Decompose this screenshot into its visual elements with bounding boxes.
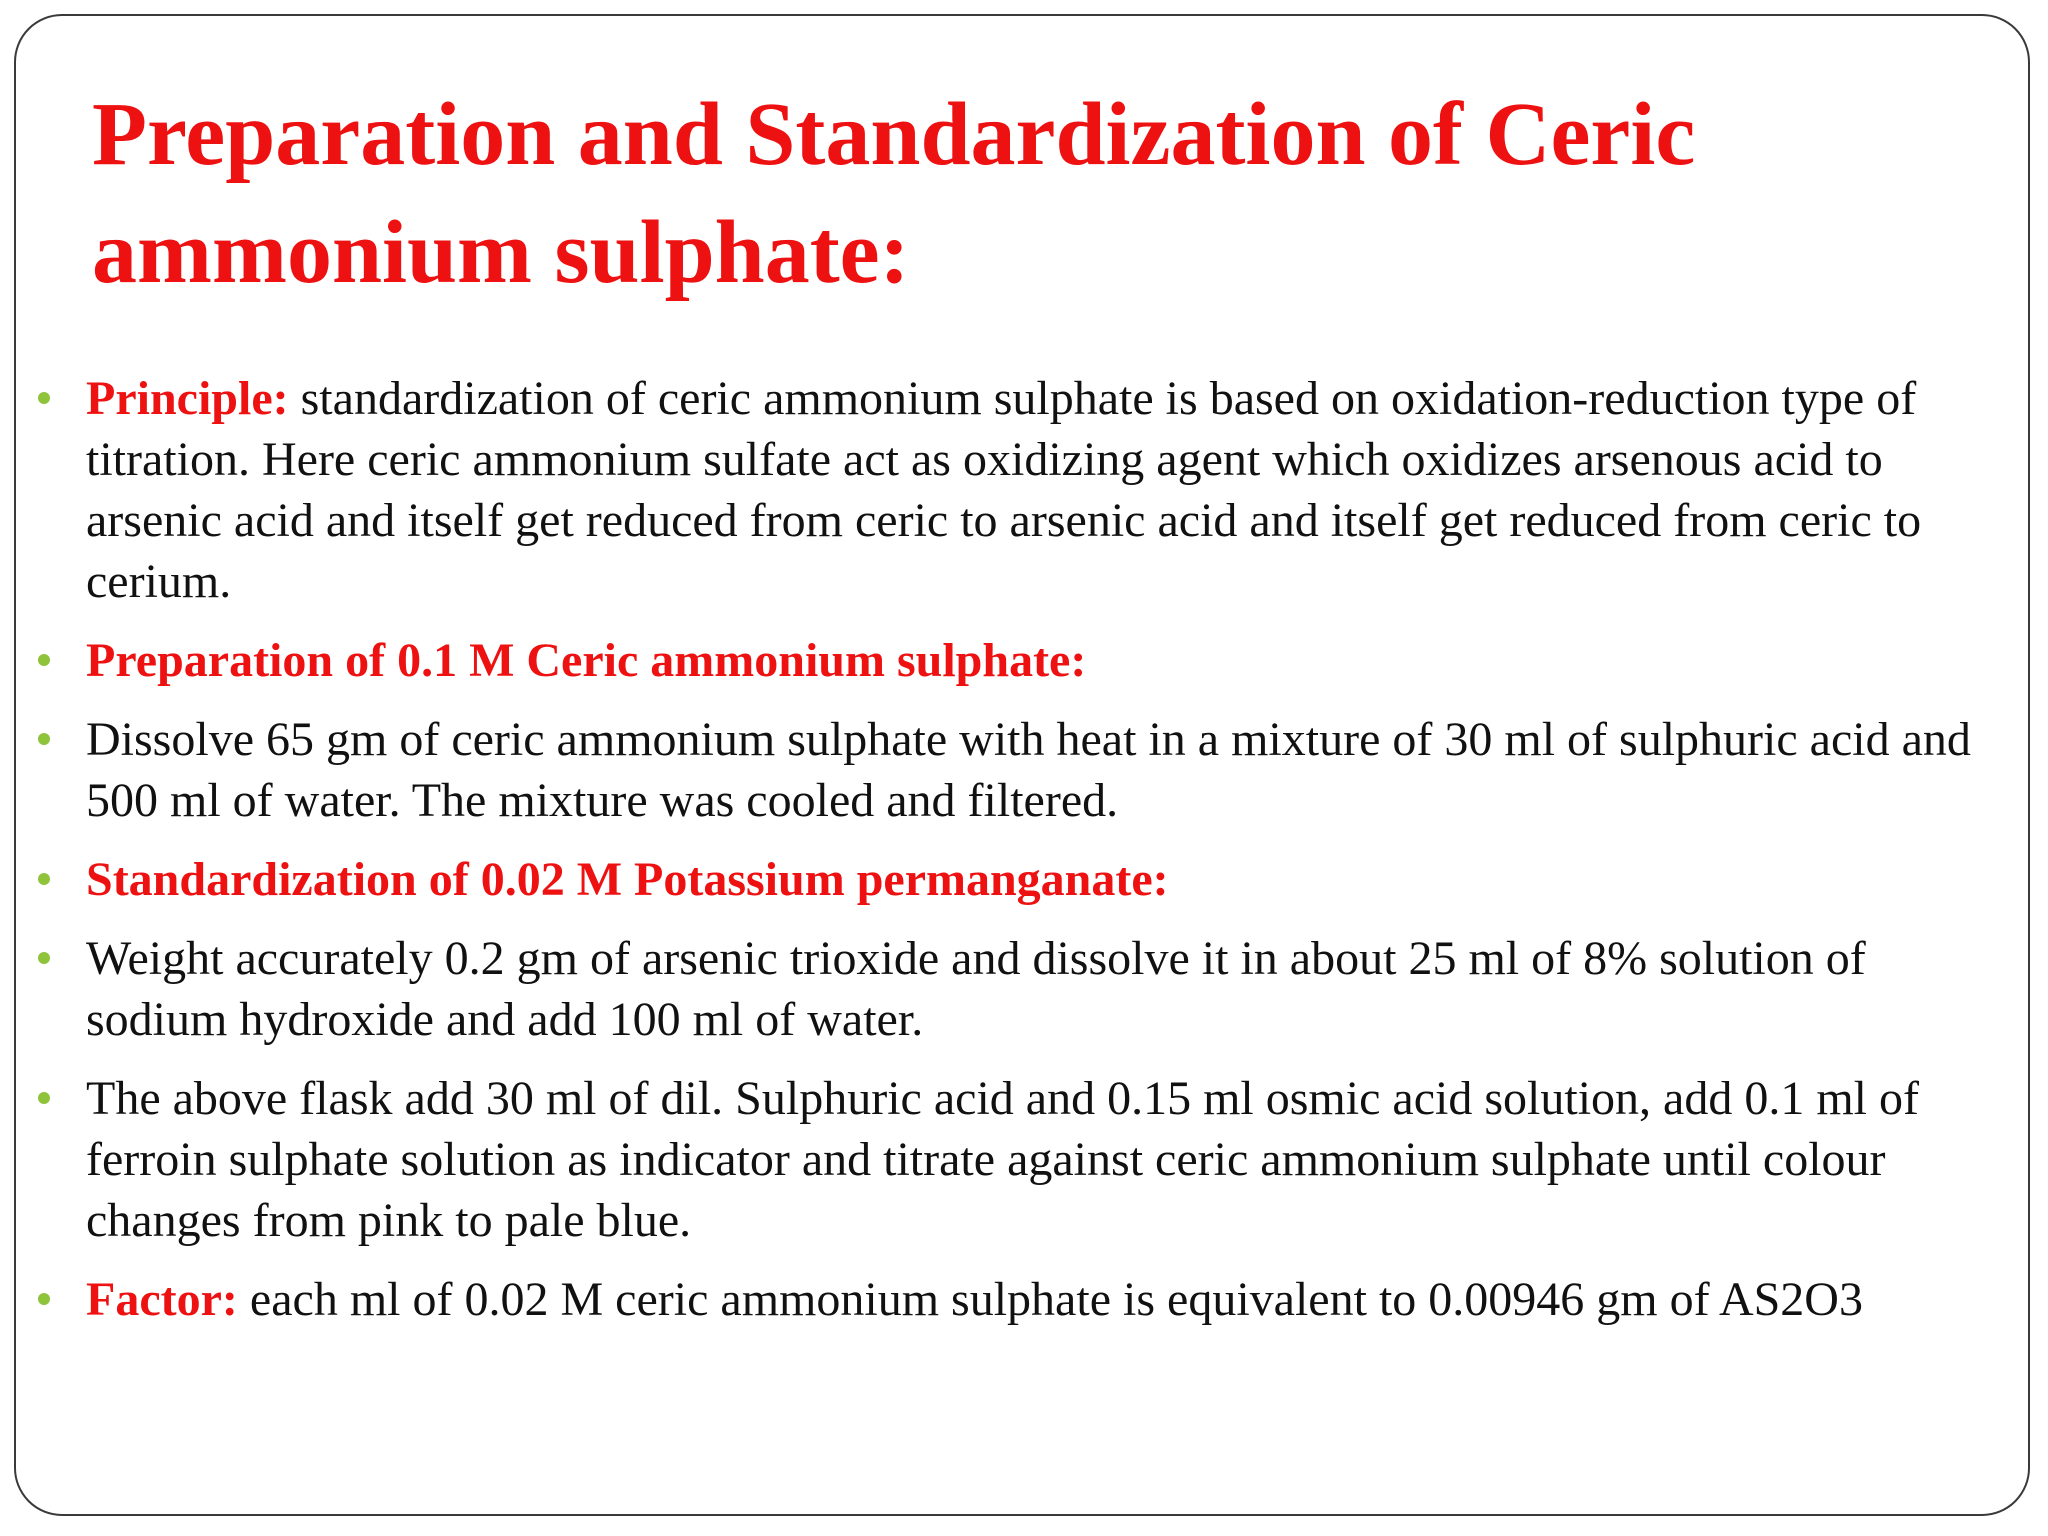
bullet-list [16,368,2006,1348]
bullet-heading: Preparation of 0.1 M Ceric ammonium sulphate: [86,634,1087,687]
bullet-text: each ml of 0.02 M ceric ammonium sulphate is equivalent to 0.00946 gm of AS2O3 [237,1273,1863,1326]
bullet-principle [16,368,2006,612]
bullet-preparation-step [16,709,2006,831]
green-dot-icon [38,1293,50,1305]
green-dot-icon [38,873,50,885]
bullet-text: Dissolve 65 gm of ceric ammonium sulphate with heat in a mixture of 30 ml of sulphuric acid and 500 ml of water. The mixture was cooled and filtered. [86,713,1971,827]
bullet-standardization-step-2 [16,1068,2006,1251]
bullet-preparation-heading [16,630,2006,691]
green-dot-icon [38,1092,50,1104]
slide [14,14,2030,1516]
bullet-factor [16,1269,2006,1330]
bullet-text: The above flask add 30 ml of dil. Sulphuric acid and 0.15 ml osmic acid solution, add 0.1 ml of ferroin sulphate solution as indicator and titrate against ceric ammonium sulphate until colour changes from pink to pale blue. [86,1072,1919,1247]
bullet-heading: Standardization of 0.02 M Potassium permanganate: [86,853,1169,906]
bullet-standardization-heading [16,849,2006,910]
green-dot-icon [38,654,50,666]
bullet-standardization-step-1 [16,928,2006,1050]
bullet-text: Weight accurately 0.2 gm of arsenic trioxide and dissolve it in about 25 ml of 8% solution of sodium hydroxide and add 100 ml of water. [86,932,1866,1046]
bullet-text: standardization of ceric ammonium sulphate is based on oxidation-reduction type of titration. Here ceric ammonium sulfate act as oxidizing agent which oxidizes arsenous acid to arsenic acid and itself get reduced from ceric to arsenic acid and itself get reduced from ceric to cerium. [86,372,1922,608]
green-dot-icon [38,733,50,745]
bullet-lead: Principle: [86,372,289,425]
green-dot-icon [38,392,50,404]
bullet-lead: Factor: [86,1273,238,1326]
green-dot-icon [38,952,50,964]
slide-title: Preparation and Standardization of Ceric ammonium sulphate: [92,85,1696,302]
